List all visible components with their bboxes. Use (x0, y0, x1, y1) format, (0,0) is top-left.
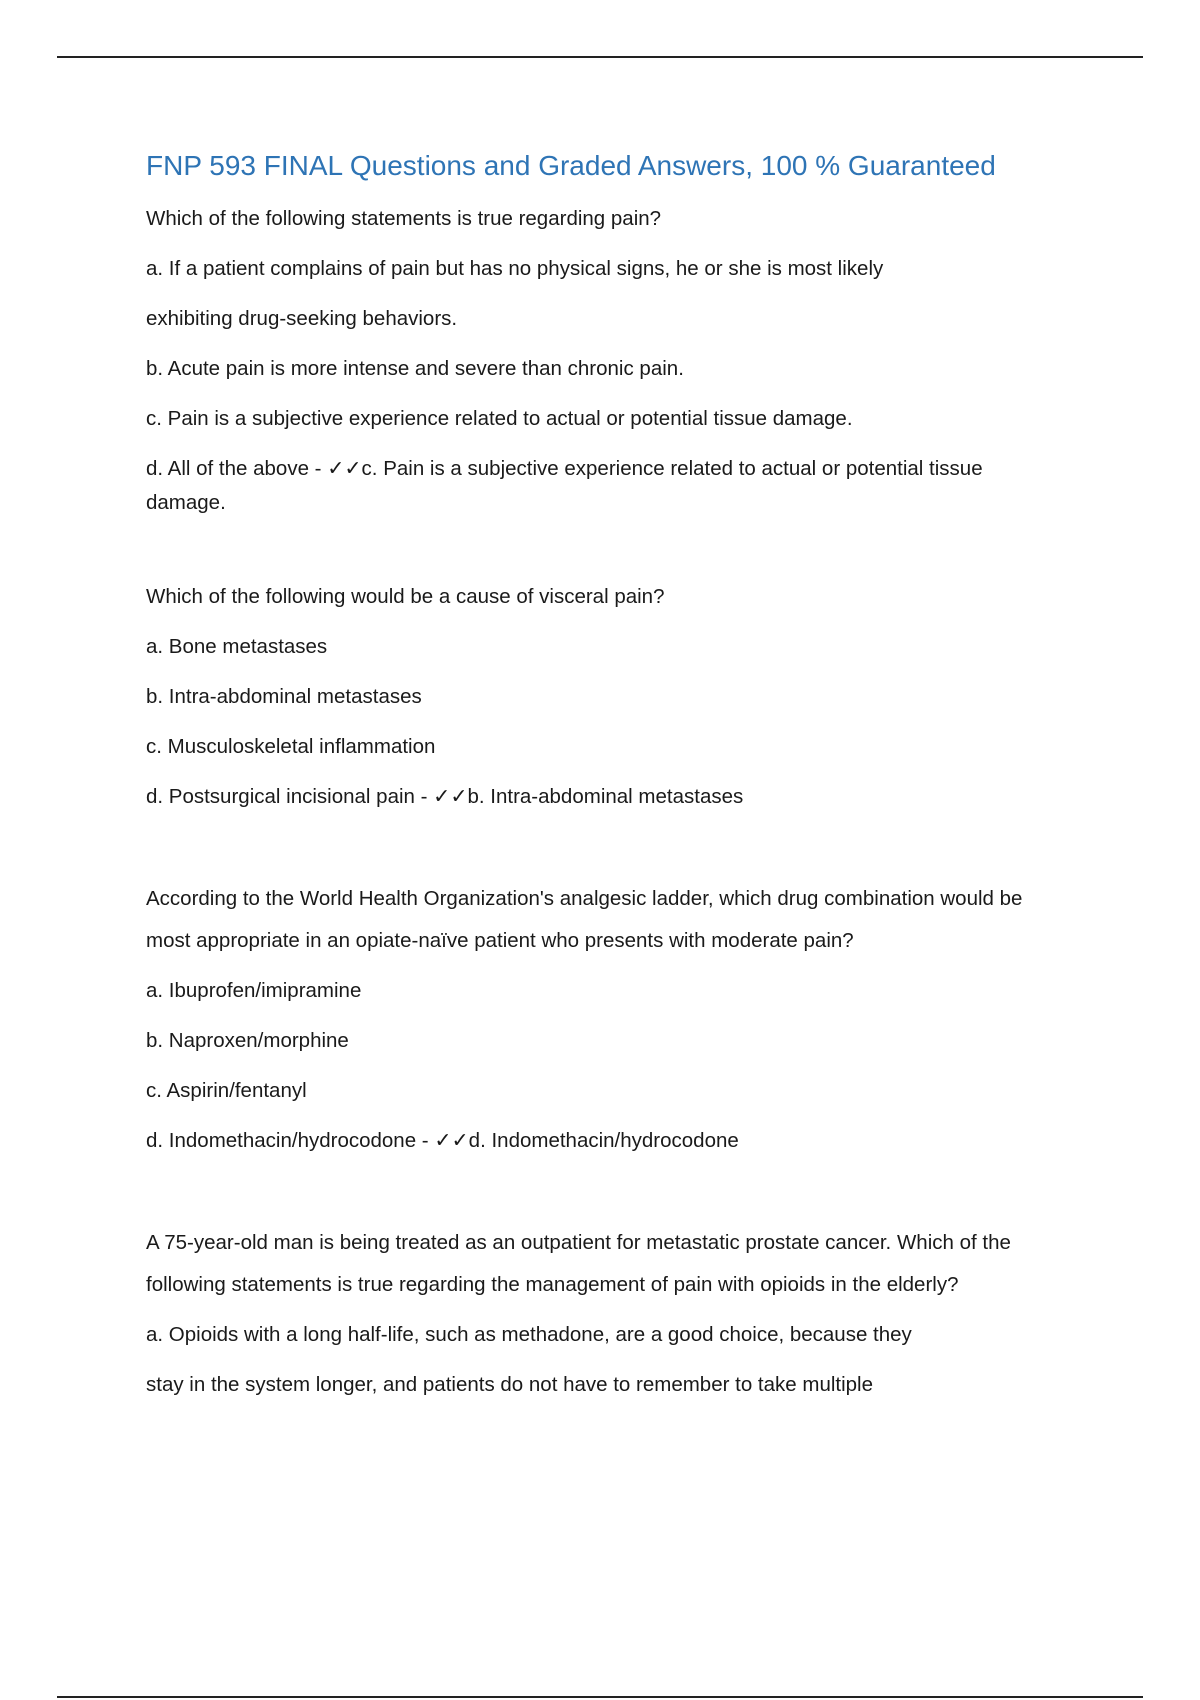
question-4-stem-cont: following statements is true regarding the management of pain with opioids in the elderly? (146, 1273, 959, 1296)
question-2-option-a: a. Bone metastases (146, 635, 328, 658)
question-2-option-b: b. Intra-abdominal metastases (146, 685, 422, 708)
question-3-stem: According to the World Health Organization's analgesic ladder, which drug combination would be (146, 887, 1023, 910)
spacer (146, 822, 1066, 874)
question-1-option-d-answer: d. All of the above - ✓✓c. Pain is a subjective experience related to actual or potential tissue damage. (146, 457, 983, 514)
question-2-option-c: c. Musculoskeletal inflammation (146, 735, 436, 758)
question-3-option-c: c. Aspirin/fentanyl (146, 1079, 307, 1102)
question-3 (146, 882, 1066, 1166)
question-4-option-a-cont: stay in the system longer, and patients do not have to remember to take multiple (146, 1373, 874, 1396)
question-1-option-c: c. Pain is a subjective experience related to actual or potential tissue damage. (146, 407, 853, 430)
spacer (146, 520, 1066, 572)
question-3-option-d-answer: d. Indomethacin/hydrocodone - ✓✓d. Indomethacin/hydrocodone (146, 1129, 739, 1152)
question-3-option-b: b. Naproxen/morphine (146, 1029, 349, 1052)
question-4-stem: A 75-year-old man is being treated as an outpatient for metastatic prostate cancer. Which of the (146, 1231, 1011, 1254)
question-4 (146, 1226, 1066, 1410)
question-1-stem: Which of the following statements is true regarding pain? (146, 207, 662, 230)
question-1-option-b: b. Acute pain is more intense and severe than chronic pain. (146, 357, 684, 380)
spacer (146, 1166, 1066, 1218)
footer-rule (57, 1696, 1143, 1698)
document-body (146, 146, 1066, 1410)
question-2 (146, 572, 1066, 822)
question-3-stem-cont: most appropriate in an opiate-naïve patient who presents with moderate pain? (146, 929, 854, 952)
question-3-option-a: a. Ibuprofen/imipramine (146, 979, 362, 1002)
document-title: FNP 593 FINAL Questions and Graded Answers, 100 % Guaranteed (146, 150, 996, 181)
question-2-option-d-answer: d. Postsurgical incisional pain - ✓✓b. Intra-abdominal metastases (146, 785, 744, 808)
question-4-option-a: a. Opioids with a long half-life, such as methadone, are a good choice, because they (146, 1323, 912, 1346)
header-rule (57, 56, 1143, 58)
question-1-option-a: a. If a patient complains of pain but has no physical signs, he or she is most likely (146, 257, 884, 280)
question-1-option-a-cont: exhibiting drug-seeking behaviors. (146, 307, 458, 330)
question-2-stem: Which of the following would be a cause of visceral pain? (146, 585, 665, 608)
question-1 (146, 194, 1066, 520)
